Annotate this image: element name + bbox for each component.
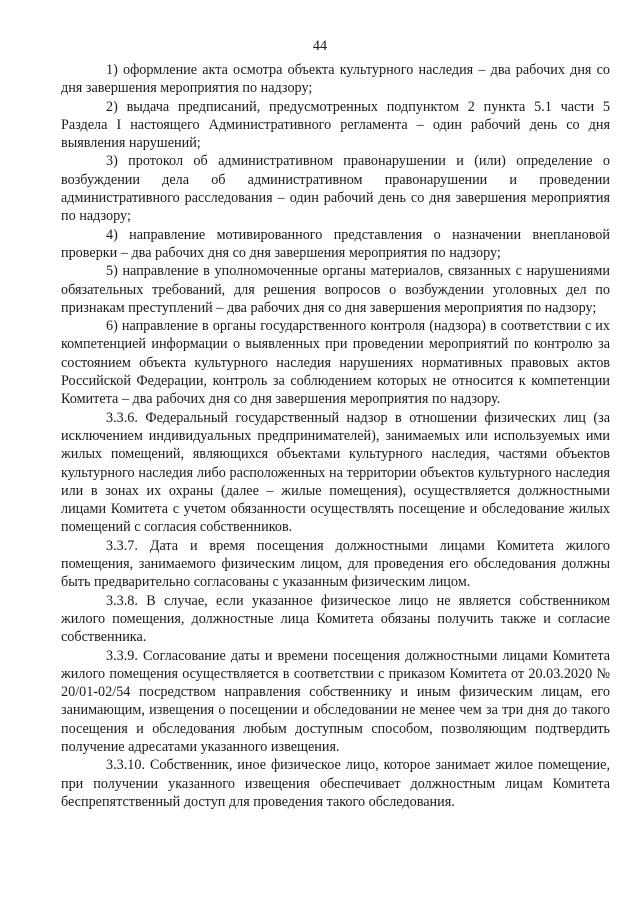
paragraph: 6) направление в органы государственного контроля (надзора) в соответствии с их компетенцией информации о выявленных при проведении мероприятий по контролю за состоянием объекта культурного наследия нарушениях нормативных правовых актов Российской Федерации, контроль за соблюдением которых не относится к компетенции Комитета – два рабочих дня со дня завершения мероприятия по надзору. — [61, 318, 610, 408]
paragraph: 4) направление мотивированного представления о назначении внеплановой проверки – два рабочих дня со дня завершения мероприятия по надзору; — [61, 226, 610, 261]
paragraph: 3.3.7. Дата и время посещения должностными лицами Комитета жилого помещения, занимаемого физическим лицом, для проведения его обследования должны быть предварительно согласованы с указанным физическим лицом. — [61, 537, 610, 591]
paragraph: 2) выдача предписаний, предусмотренных подпунктом 2 пункта 5.1 части 5 Раздела I настоящего Административного регламента – один рабочий день со дня выявления нарушений; — [61, 98, 610, 152]
page-number: 44 — [312, 38, 328, 54]
paragraph: 3.3.10. Собственник, иное физическое лицо, которое занимает жилое помещение, при получении указанного извещения обеспечивает должностным лицам Комитета беспрепятственный доступ для проведения такого обследования. — [61, 757, 610, 810]
paragraph: 5) направление в уполномоченные органы материалов, связанных с нарушениями обязательных требований, для решения вопросов о возбуждении уголовных дел по признакам преступлений – два рабочих дня со дня завершения мероприятия по надзору; — [61, 263, 610, 316]
paragraph: 3.3.8. В случае, если указанное физическое лицо не является собственником жилого помещения, должностные лица Комитета обязаны получить также и согласие собственника. — [61, 592, 610, 646]
document-body — [61, 61, 610, 811]
paragraph: 3) протокол об административном правонарушении и (или) определение о возбуждении дела об административном правонарушении и проведении административного расследования – один рабочий день со дня завершения мероприятия по надзору; — [61, 153, 610, 225]
paragraph: 1) оформление акта осмотра объекта культурного наследия – два рабочих дня со дня завершения мероприятия по надзору; — [61, 62, 610, 97]
paragraph: 3.3.6. Федеральный государственный надзор в отношении физических лиц (за исключением индивидуальных предпринимателей), занимаемых или используемых ими жилых помещений, являющихся объектами культурного наследия, частями объектов культурного наследия либо расположенных на территории объектов культурного наследия или в зонах их охраны (далее – жилые помещения), осуществляется должностными лицами Комитета с учетом обязанности осуществлять посещение и обследование жилых помещений с согласия собственников. — [61, 409, 610, 536]
paragraph: 3.3.9. Согласование даты и времени посещения должностными лицами Комитета жилого помещения осуществляется в соответствии с приказом Комитета от 20.03.2020 № 20/01-02/54 посредством направления собственнику и иным физическим лицам, его занимающим, извещения о посещении и обследовании не менее чем за три дня до такого посещения и обследования любым доступным способом, позволяющим подтвердить получение адресатами указанного извещения. — [61, 647, 610, 755]
